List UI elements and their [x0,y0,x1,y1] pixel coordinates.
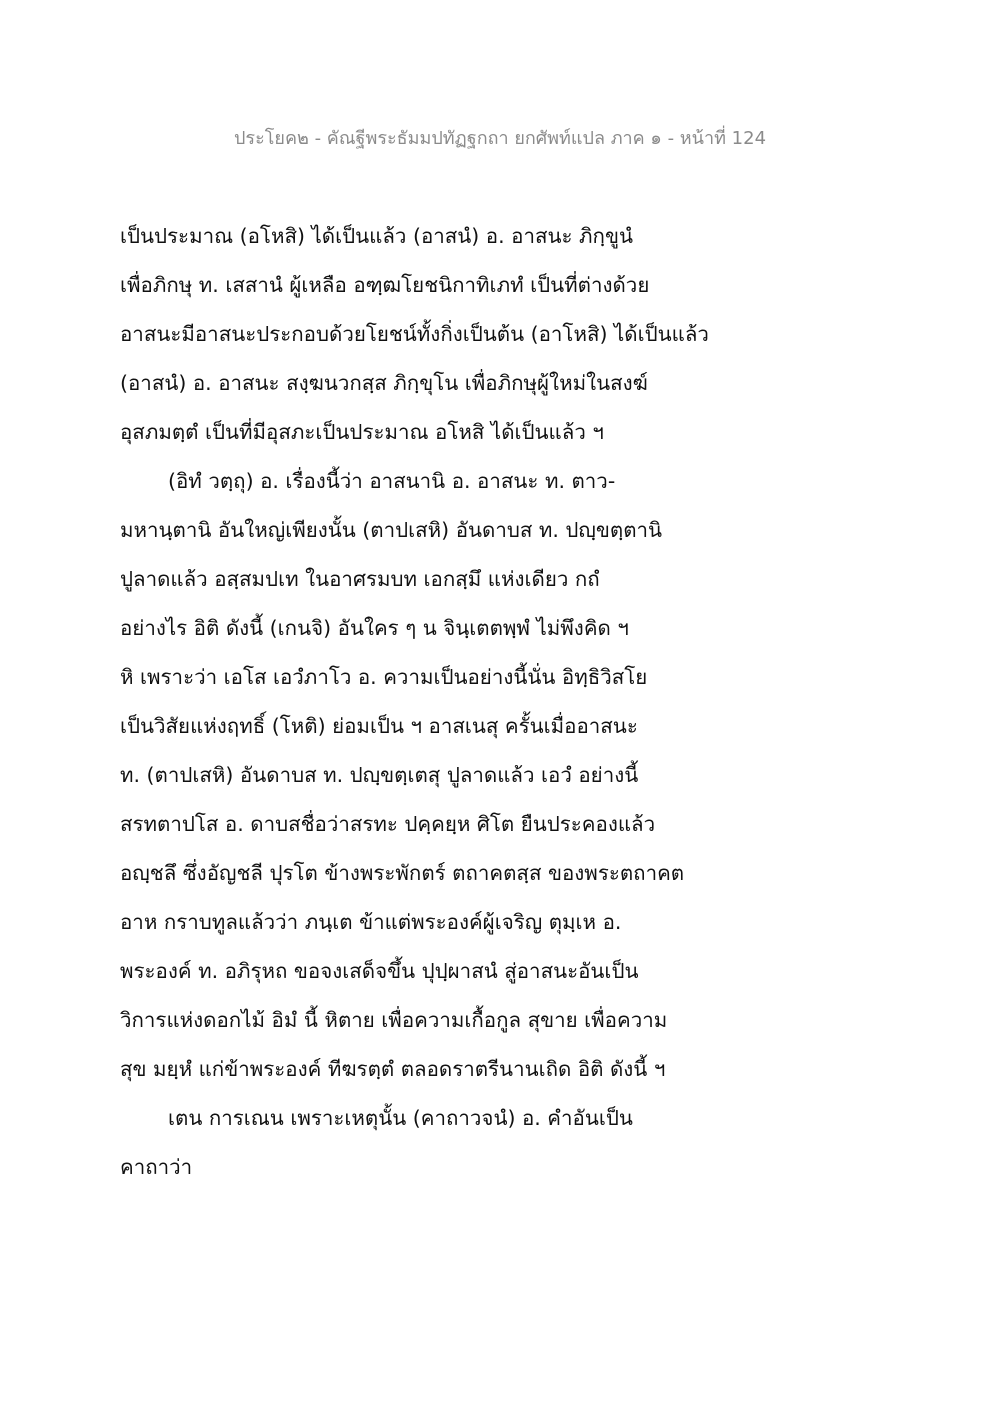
text-line: หิ เพราะว่า เอโส เอวํภาโว อ. ความเป็นอย่างนี้นั่น อิทฺธิวิสโย [120,665,648,689]
paragraph-start-line: เตน การเณน เพราะเหตุนั้น (คาถาวจนํ) อ. คำอันเป็น [168,1106,633,1130]
text-line: มหานฺตานิ อันใหญ่เพียงนั้น (ตาปเสหิ) อันดาบส ท. ปญฺขตฺตานิ [120,518,663,542]
paragraph-start-line: (อิทํ วตฺถุ) อ. เรื่องนี้ว่า อาสนานิ อ. อาสนะ ท. ตาว- [168,469,616,493]
text-line: คาถาว่า [120,1155,193,1179]
text-line: เป็นประมาณ (อโหสิ) ได้เป็นแล้ว (อาสนํ) อ. อาสนะ ภิกฺขูนํ [120,224,633,248]
running-header: ประโยค๒ - คัณฐีพระธัมมปทัฏฐกถา ยกศัพท์แปล ภาค ๑ - หน้าที่ 124 [233,128,767,149]
text-line: อาห กราบทูลแล้วว่า ภนฺเต ข้าแต่พระองค์ผู้เจริญ ตุมฺเห อ. [120,910,622,934]
text-line: อญฺชลึ ซึ่งอัญชลี ปุรโต ข้างพระพักตร์ ตถาคตสฺส ของพระตถาคต [120,861,685,885]
text-line: ท. (ตาปเสหิ) อันดาบส ท. ปญฺขตฺเตสุ ปูลาดแล้ว เอวํ อย่างนี้ [120,763,639,787]
text-line: เป็นวิสัยแห่งฤทธิ์ (โหติ) ย่อมเป็น ฯ อาสเนสุ ครั้นเมื่ออาสนะ [120,714,638,738]
text-line: อุสภมตฺตํ เป็นที่มีอุสภะเป็นประมาณ อโหสิ ได้เป็นแล้ว ฯ [120,420,604,444]
text-line: สรทตาปโส อ. ดาบสชื่อว่าสรทะ ปคฺคยฺห ศิโต ยืนประคองแล้ว [120,812,656,836]
page-body [120,212,910,1192]
text-line: สุข มยฺหํ แก่ข้าพระองค์ ทีฆรตฺตํ ตลอดราตรีนานเถิด อิติ ดังนี้ ฯ [120,1057,666,1081]
text-line: เพื่อภิกษุ ท. เสสานํ ผู้เหลือ อฑฺฒโยชนิกาทิเภทํ เป็นที่ต่างด้วย [120,273,650,297]
text-line: วิการแห่งดอกไม้ อิมํ นี้ หิตาย เพื่อความเกื้อกูล สุขาย เพื่อความ [120,1008,668,1032]
text-line: (อาสนํ) อ. อาสนะ สงฺฆนวกสฺส ภิกฺขุโน เพื่อภิกษุผู้ใหม่ในสงฆ์ [120,371,648,395]
text-line: พระองค์ ท. อภิรุหถ ขอจงเสด็จขึ้น ปุปฺผาสนํ สู่อาสนะอันเป็น [120,959,639,983]
text-line: อย่างไร อิติ ดังนี้ (เกนจิ) อันใคร ๆ น จินฺเตตพฺพํ ไม่พึงคิด ฯ [120,616,629,640]
text-line: อาสนะมีอาสนะประกอบด้วยโยชน์ทั้งกิ่งเป็นต้น (อาโหสิ) ได้เป็นแล้ว [120,322,709,346]
text-line: ปูลาดแล้ว อสฺสมปเท ในอาศรมบท เอกสฺมึ แห่งเดียว กถํ [120,567,600,591]
